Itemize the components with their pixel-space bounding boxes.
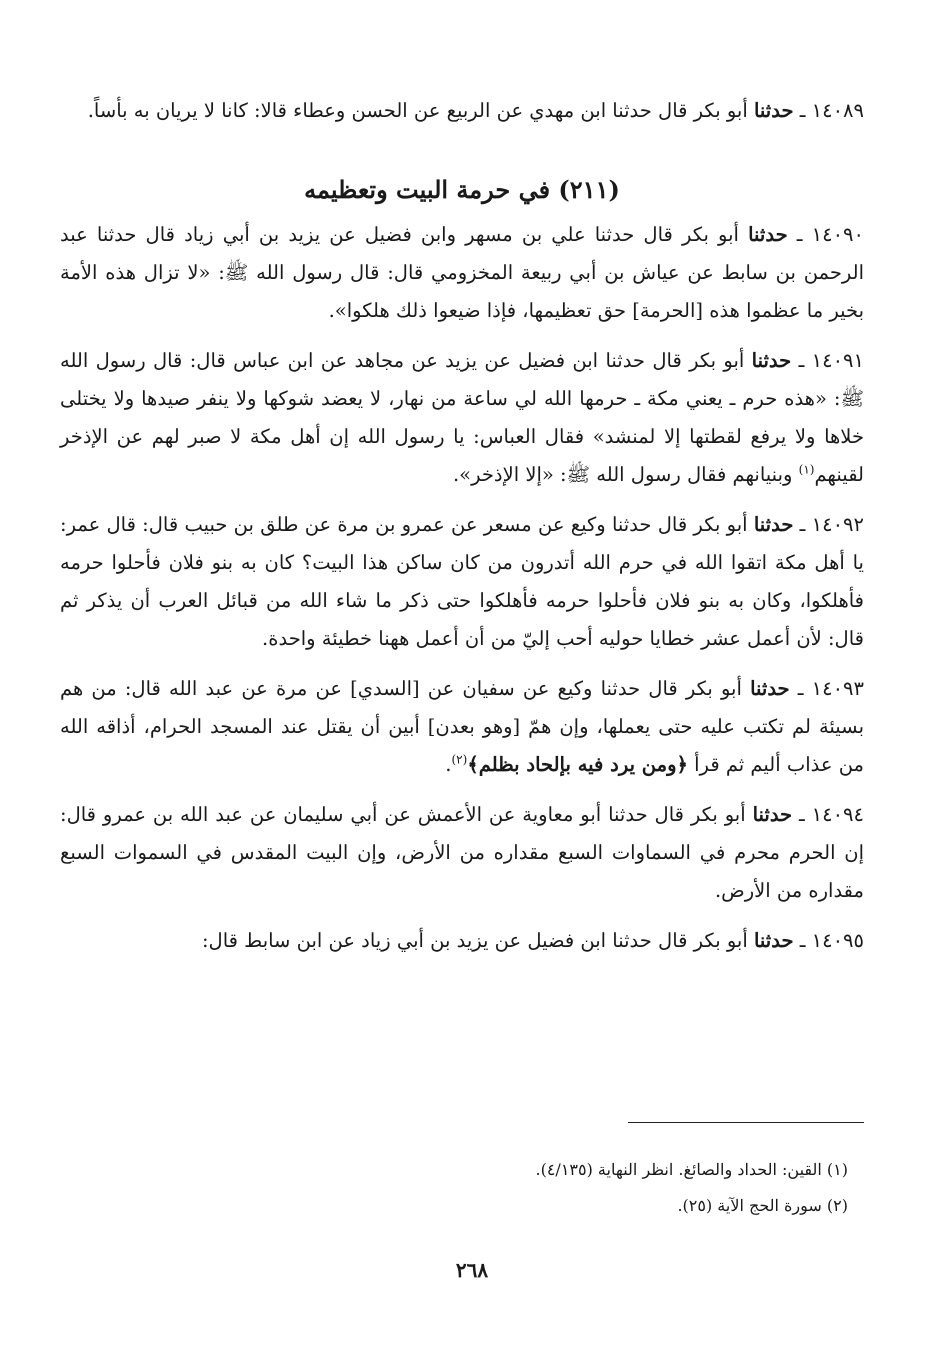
- hadith-lead-word: حدثنا: [750, 677, 790, 700]
- hadith-14095: [60, 922, 864, 960]
- hadith-number: ١٤٠٩٢ ـ: [799, 513, 865, 536]
- footnote-2: (٢) سورة الحج الآية (٢٥).: [677, 1196, 848, 1215]
- hadith-number: ١٤٠٩٠ ـ: [796, 223, 865, 246]
- footnote-marker[interactable]: (١): [798, 462, 815, 477]
- hadith-lead-word: حدثنا: [753, 929, 794, 952]
- hadith-number: ١٤٠٩١ ـ: [798, 349, 864, 372]
- hadith-lead-word: حدثنا: [751, 349, 792, 372]
- page-number: ٢٦٨: [455, 1258, 489, 1282]
- page-body: [60, 92, 864, 960]
- hadith-text: أبو بكر قال حدثنا علي بن مسهر وابن فضيل عن يزيد بن أبي زياد قال حدثنا عبد الرحمن بن سابط عن عياش بن أبي ربيعة المخزومي قال: قال رسول الله ﷺ: «لا تزال هذه الأمة بخير ما عظموا هذه [الحرمة] حق تعظيمها، فإذا ضيعوا ذلك هلكوا».: [60, 223, 864, 322]
- chapter-title: (٢١١) في حرمة البيت وتعظيمه: [304, 175, 620, 204]
- hadith-number: ١٤٠٩٤ ـ: [799, 803, 865, 826]
- hadith-text: أبو بكر قال حدثنا ابن فضيل عن يزيد عن مجاهد عن ابن عباس قال: قال رسول الله ﷺ: «هذه حرم ـ يعني مكة ـ حرمها الله لي ساعة من نهار، لا يعضد شوكها ولا ينفر صيدها ولا يختلى خلاها ولا يرفع لقطتها إلا لمنشد» فقال العباس: يا رسول الله إن أهل مكة لا صبر لهم عن الإذخر لقينهم: [60, 349, 864, 486]
- footnote-divider: [628, 1122, 864, 1123]
- hadith-number: ١٤٠٩٣ ـ: [797, 677, 865, 700]
- hadith-lead-word: حدثنا: [748, 223, 788, 246]
- hadith-lead-word: حدثنا: [753, 99, 794, 122]
- hadith-text: أبو بكر قال حدثنا ابن مهدي عن الربيع عن الحسن وعطاء قالا: كانا لا يريان به بأساً.: [87, 99, 748, 122]
- hadith-14094: [60, 796, 864, 910]
- hadith-text: أبو بكر قال حدثنا ابن فضيل عن يزيد بن أبي زياد عن ابن سابط قال:: [201, 929, 748, 952]
- hadith-text: أبو بكر قال حدثنا أبو معاوية عن الأعمش عن أبي سليمان عن عبد الله بن عمرو قال: إن الحرم محرم في السماوات السبع مقداره من الأرض، وإن البيت المقدس في السموات السبع مقداره من الأرض.: [60, 803, 864, 902]
- hadith-14091: [60, 342, 864, 494]
- footnote-1: (١) القين: الحداد والصائغ. انظر النهاية (٤/١٣٥).: [535, 1160, 848, 1179]
- hadith-text: أبو بكر قال حدثنا وكيع عن مسعر عن عمرو بن مرة عن طلق بن حبيب قال: قال عمر: يا أهل مكة اتقوا الله في حرم الله أتدرون من كان ساكن هذا البيت؟ كان به بنو فلان فأحلوا حرمه فأهلكوا، وكان به بنو فلان فأحلوا حرمه فأهلكوا حتى ذكر ما شاء الله من قبائل العرب أن يذكر ثم قال: لأن أعمل عشر خطايا حوليه أحب إليّ من أن أعمل ههنا خطيئة واحدة.: [60, 513, 864, 650]
- hadith-14093: [60, 670, 864, 784]
- hadith-text: أبو بكر قال حدثنا وكيع عن سفيان عن [السدي] عن مرة عن عبد الله قال: من هم بسيئة لم تكتب عليه حتى يعملها، وإن همّ [وهو بعدن] أبين أن يقتل عند المسجد الحرام، أذاقه الله من عذاب أليم ثم قرأ: [60, 677, 864, 776]
- hadith-14090: [60, 216, 864, 330]
- hadith-number: ١٤٠٨٩ ـ: [799, 99, 864, 122]
- hadith-lead-word: حدثنا: [753, 513, 794, 536]
- quran-quote: ﴿ومن يرد فيه بإلحاد بظلم﴾: [467, 753, 688, 776]
- hadith-lead-word: حدثنا: [752, 803, 793, 826]
- hadith-14092: [60, 506, 864, 658]
- footnotes: [60, 1152, 848, 1224]
- hadith-text-continued: .: [445, 753, 452, 776]
- footnote-marker[interactable]: (٢): [451, 752, 468, 767]
- hadith-number: ١٤٠٩٥ ـ: [799, 929, 864, 952]
- hadith-14089: [60, 92, 864, 130]
- hadith-text-continued: وبنيانهم فقال رسول الله ﷺ: «إلا الإذخر».: [452, 463, 799, 486]
